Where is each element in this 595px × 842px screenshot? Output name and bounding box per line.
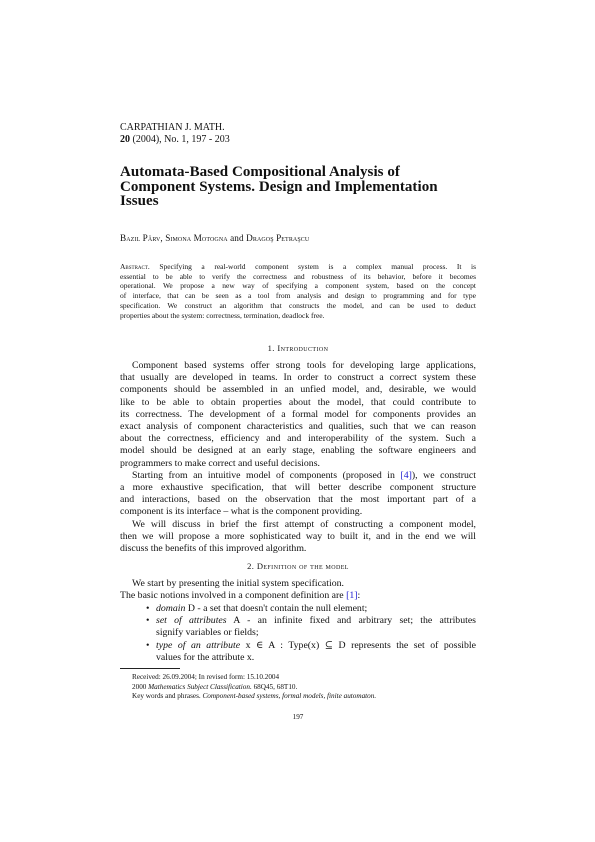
bullet-icon: • bbox=[146, 603, 150, 614]
paragraph-line: discuss the benefits of this improved algorithm. bbox=[120, 543, 307, 555]
citation-link[interactable]: [1] bbox=[346, 590, 358, 602]
paragraph-line: component is its interface – what is the component providing. bbox=[120, 506, 363, 518]
text-run: x ∈ A : Type(x) ⊆ D represents the set of possible bbox=[240, 639, 476, 651]
paragraph-line: components should be assembled in an unfied model, and, desirable, we would bbox=[120, 384, 476, 396]
term: set of attributes bbox=[156, 615, 227, 627]
abstract-line: operational. We propose a new way of specifying a component system, based on the concept bbox=[120, 281, 476, 291]
paragraph-line: that usually are developed in teams. In order to construct a correct system these bbox=[120, 372, 476, 384]
paragraph-line: its correctness. The development of a formal model for components provides an bbox=[120, 408, 476, 420]
abstract-text: Specifying a real-world component system is a complex manual process. It is bbox=[149, 262, 476, 271]
footnote-msc bbox=[132, 683, 476, 693]
text-run: Key words and phrases. bbox=[132, 692, 203, 700]
title-line: Issues bbox=[120, 193, 159, 209]
journal-volume: 20 bbox=[120, 134, 130, 145]
text-run: : bbox=[357, 590, 361, 602]
list-item-line bbox=[156, 603, 476, 615]
text-run: The basic notions involved in a component definition are bbox=[120, 590, 347, 602]
abstract-line: of interface, that can be seen as a tool from analysis and design to programming and for type bbox=[120, 291, 476, 301]
paper-title bbox=[120, 165, 476, 209]
section-heading-introduction: 1. Introduction bbox=[267, 343, 329, 353]
page-number: 197 bbox=[292, 713, 304, 721]
text-run: 68Q45, 68T10. bbox=[251, 682, 298, 691]
paragraph-line: exact analysis of component characteristics and qualities, such that we can reason bbox=[120, 421, 476, 433]
author-name: Bazil Pârv, bbox=[120, 233, 163, 243]
text-run: ), we construct bbox=[411, 469, 476, 481]
journal-volume-line bbox=[120, 134, 230, 146]
citation-link[interactable]: [4] bbox=[400, 469, 412, 481]
paragraph-line: about the correctness, efficiency and and interoperability of the system. Such a bbox=[120, 433, 476, 445]
paragraph-line: like to be able to obtain properties about the model, that could contribute to bbox=[120, 396, 476, 408]
paragraph-line: programmers to make correct and useful decisions. bbox=[120, 457, 320, 469]
title-line: Automata-Based Compositional Analysis of bbox=[120, 164, 400, 180]
paragraph-line: then we will propose a more sophisticated way to built it, and in the end we will bbox=[120, 530, 476, 542]
abstract bbox=[120, 262, 476, 320]
list-item-line bbox=[156, 640, 476, 652]
abstract-line bbox=[120, 262, 476, 272]
journal-issue: (2004), No. 1, 197 - 203 bbox=[132, 134, 230, 145]
text-run: Starting from an intuitive model of components (proposed in bbox=[132, 469, 401, 481]
list-item-line: signify variables or fields; bbox=[156, 627, 259, 639]
abstract-label: Abstract. bbox=[120, 262, 150, 271]
author-name: Simona Motogna bbox=[165, 233, 228, 243]
definition-body bbox=[120, 578, 476, 602]
section-heading-definition: 2. Definition of the model bbox=[247, 561, 349, 571]
definition-list bbox=[146, 603, 476, 664]
list-item bbox=[146, 615, 476, 639]
journal-header bbox=[120, 122, 230, 146]
title-line: Component Systems. Design and Implementation bbox=[120, 178, 438, 195]
abstract-line: essential to be able to verify the correctness and robustness of its behavior, before it becomes bbox=[120, 271, 476, 281]
text-run: Component-based systems, formal models, finite automaton. bbox=[202, 692, 377, 700]
term: domain bbox=[156, 603, 186, 614]
abstract-line: properties about the system: correctness, termination, deadlock free. bbox=[120, 310, 325, 320]
bullet-icon: • bbox=[146, 639, 150, 651]
term: type of an attribute bbox=[156, 639, 241, 651]
bullet-icon: • bbox=[146, 615, 150, 627]
footnote-rule bbox=[120, 668, 180, 669]
text-run: A - an infinite fixed and arbitrary set; the attributes bbox=[226, 615, 476, 627]
footnote-received: Received: 26.09.2004; In revised form: 15.10.2004 bbox=[132, 673, 280, 681]
text-run: D - a set that doesn't contain the null element; bbox=[185, 603, 368, 614]
paragraph-line bbox=[120, 470, 476, 482]
journal-name: CARPATHIAN J. MATH. bbox=[120, 122, 225, 133]
paragraph-line: model should be designed at an early stage, enabling the software engineers and bbox=[120, 445, 476, 457]
introduction-body bbox=[120, 360, 476, 555]
paragraph-line: We will discuss in brief the first attempt of constructing a component model, bbox=[132, 518, 476, 530]
text-run: 2000 bbox=[132, 682, 149, 691]
paragraph-line: and interactions, based on the observation that the most important part of a bbox=[120, 494, 476, 506]
list-item bbox=[146, 640, 476, 664]
paragraph-line: Component based systems offer strong tools for developing large applications, bbox=[132, 360, 476, 371]
paragraph-line: a more exhaustive specification, that will better describe component structure bbox=[120, 482, 476, 494]
author-list bbox=[120, 233, 309, 244]
paragraph-line: We start by presenting the initial system specification. bbox=[132, 578, 344, 589]
footnote-keywords bbox=[132, 692, 476, 702]
list-item bbox=[146, 603, 476, 615]
abstract-line: specification. We construct an algorithm that constructs the model, and can be used to deduct bbox=[120, 300, 476, 310]
footnotes bbox=[132, 673, 476, 702]
list-item-line bbox=[156, 615, 476, 627]
paragraph-line bbox=[120, 590, 476, 602]
author-conjunction: and bbox=[230, 233, 244, 243]
author-name: Dragoş Petraşcu bbox=[246, 233, 310, 243]
list-item-line: values for the attribute x. bbox=[156, 651, 255, 663]
text-run: Mathematics Subject Classification. bbox=[148, 682, 252, 691]
